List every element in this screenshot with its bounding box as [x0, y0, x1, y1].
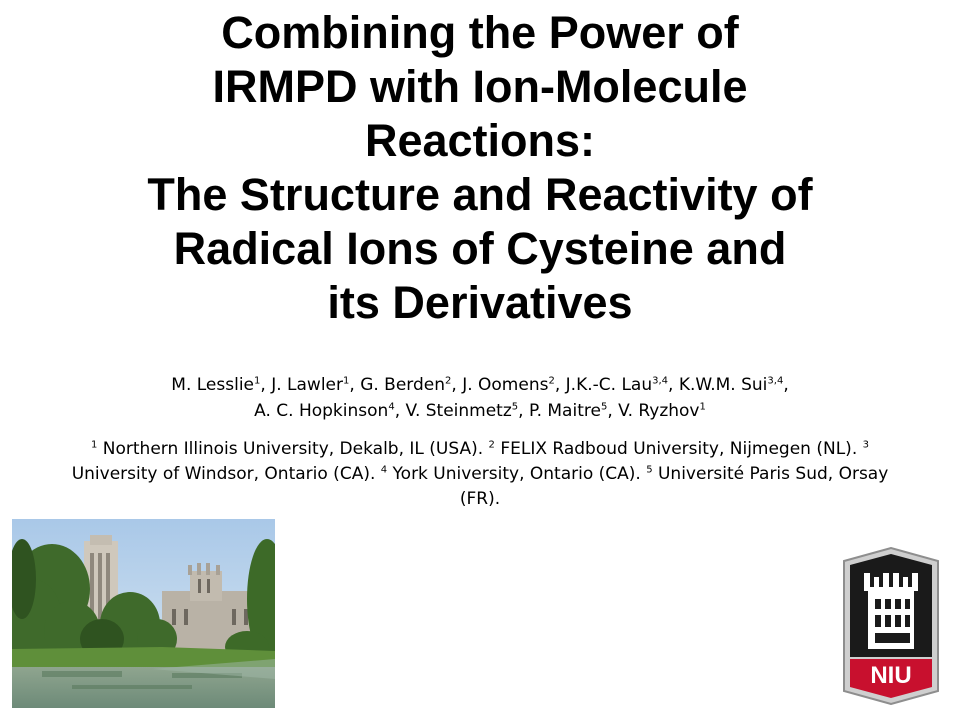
slide-title — [40, 6, 920, 330]
title-line: IRMPD with Ion-Molecule — [212, 61, 748, 112]
author-affiliation-mark: 2 — [445, 375, 452, 387]
author-name: V. Steinmetz — [405, 401, 512, 421]
author-affiliation-mark: 3,4 — [767, 375, 784, 387]
author-name: J. Lawler — [271, 375, 343, 395]
author-affiliation-mark: 2 — [548, 375, 555, 387]
author-name: A. C. Hopkinson — [254, 401, 389, 421]
affiliation-text: Université Paris Sud, Orsay (FR). — [459, 464, 889, 509]
affiliation-list — [60, 437, 900, 512]
affiliation-mark: 4 — [380, 464, 388, 476]
author-name: J.K.-C. Lau — [565, 375, 653, 395]
author-affiliation-mark: 3,4 — [652, 375, 669, 387]
affiliation-text: Northern Illinois University, Dekalb, IL (USA). — [97, 439, 489, 459]
title-line: Combining the Power of — [221, 7, 739, 58]
author-affiliation-mark: 1 — [254, 375, 261, 387]
author-affiliation-mark: 5 — [600, 401, 608, 413]
author-affiliation-mark: 4 — [388, 401, 395, 413]
affiliation-mark: 1 — [91, 439, 98, 451]
author-list: M. Lesslie$^1$, J. Lawler$^1$, G. Berden$^2$, J. Oomens$^2$, J.K.-C. Lau$^{3,4}$, K.W.M. Sui$^{3,4}$, A. C. Hopkinson$^4$, V. Steinmetz$^5$, P. Maitre$^5$, V. Ryzhov$^1$ — [171, 375, 789, 421]
author-name: V. Ryzhov — [618, 401, 700, 421]
title-line: Radical Ions of Cysteine and — [173, 223, 787, 274]
campus-photo — [12, 519, 275, 708]
niu-logo — [838, 547, 944, 705]
affiliation-text: FELIX Radboud University, Nijmegen (NL). — [494, 439, 863, 459]
title-line: Reactions: — [364, 115, 596, 166]
affiliation-mark: 5 — [646, 464, 653, 476]
title-line: The Structure and Reactivity of — [147, 169, 813, 220]
author-affiliation-mark: 1 — [699, 401, 706, 413]
author-affiliation-mark: 5 — [511, 401, 519, 413]
affiliation-mark: 2 — [488, 439, 495, 451]
affiliation-text: University of Windsor, Ontario (CA). — [71, 464, 381, 484]
author-name: P. Maitre — [528, 401, 601, 421]
author-name: K.W.M. Sui — [678, 375, 768, 395]
affiliation-mark: 3 — [862, 439, 869, 451]
title-line: its Derivatives — [327, 277, 633, 328]
author-name: M. Lesslie — [171, 375, 255, 395]
author-name: J. Oomens — [462, 375, 549, 395]
affiliation-text: York University, Ontario (CA). — [387, 464, 647, 484]
author-name: G. Berden — [360, 375, 446, 395]
author-affiliation-mark: 1 — [343, 375, 350, 387]
logo-text: NIU — [870, 662, 912, 689]
